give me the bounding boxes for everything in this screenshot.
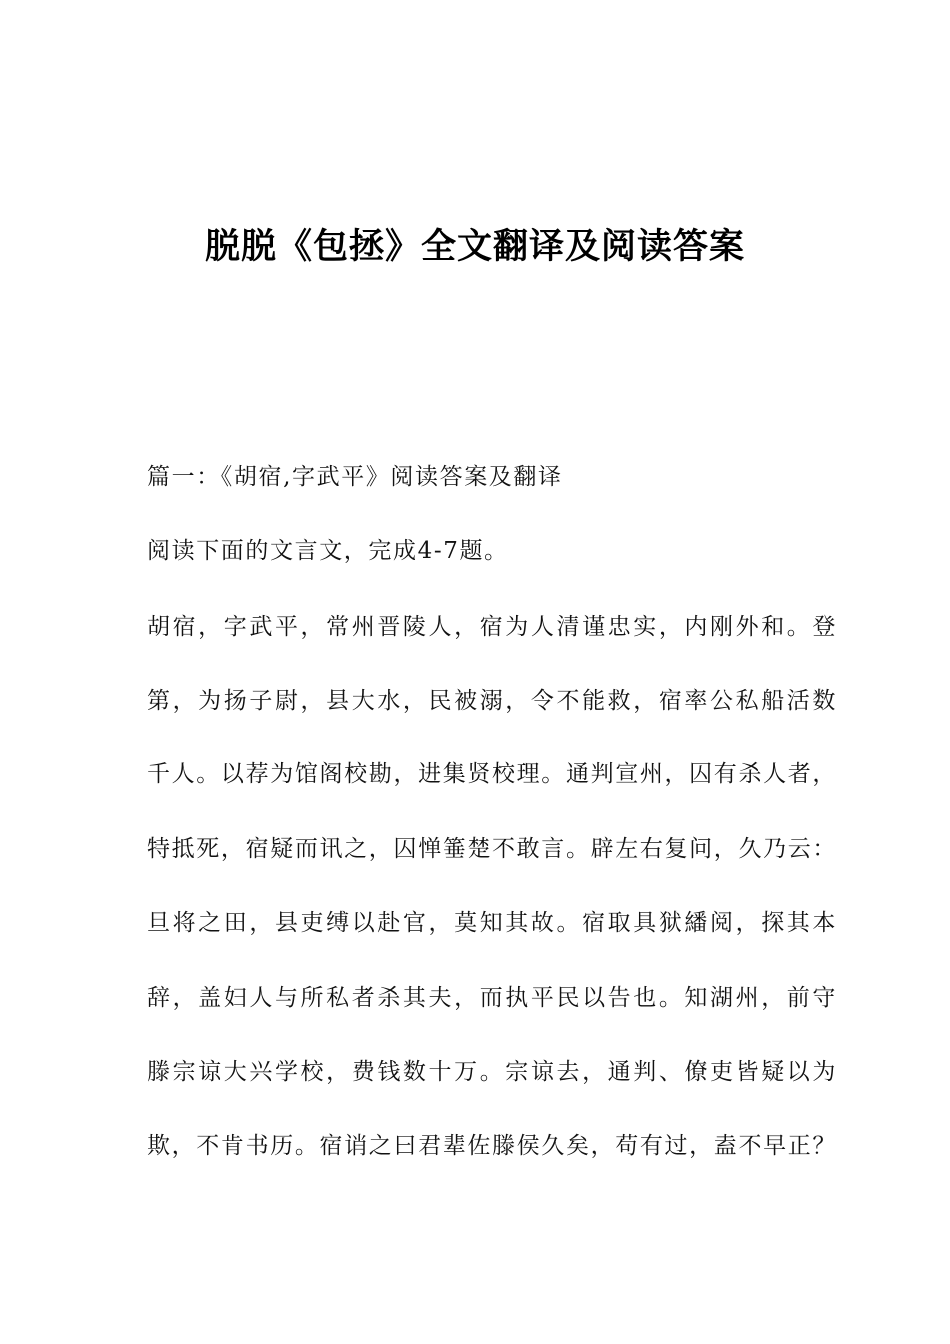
paragraph-line: 辞，盖妇人与所私者杀其夫，而执平民以告也。知湖州，前守 bbox=[147, 985, 837, 1011]
paragraph-line: 特抵死，宿疑而讯之，囚惮箠楚不敢言。辟左右复问，久乃云： bbox=[147, 836, 837, 862]
paragraph-line: 滕宗谅大兴学校，费钱数十万。宗谅去，通判、僚吏皆疑以为 bbox=[147, 1059, 837, 1085]
section-heading: 篇一：《胡宿,字武平》阅读答案及翻译 bbox=[147, 464, 563, 490]
paragraph-line: 旦将之田，县吏缚以赴官，莫知其故。宿取具狱繙阅，探其本 bbox=[147, 910, 837, 936]
instruction-text: 阅读下面的文言文，完成4-7题。 bbox=[147, 538, 509, 564]
paragraph-line: 欺，不肯书历。宿诮之曰君辈佐滕侯久矣，苟有过，盍不早正？ bbox=[147, 1133, 837, 1159]
paragraph-line: 胡宿，字武平，常州晋陵人，宿为人清谨忠实，内刚外和。登 bbox=[147, 614, 837, 640]
paragraph-line: 第，为扬子尉，县大水，民被溺，令不能救，宿率公私船活数 bbox=[147, 688, 837, 714]
paragraph-line: 千人。以荐为馆阁校勘，进集贤校理。通判宣州，囚有杀人者， bbox=[147, 761, 837, 787]
document-title: 脱脱《包拯》全文翻译及阅读答案 bbox=[204, 227, 745, 267]
